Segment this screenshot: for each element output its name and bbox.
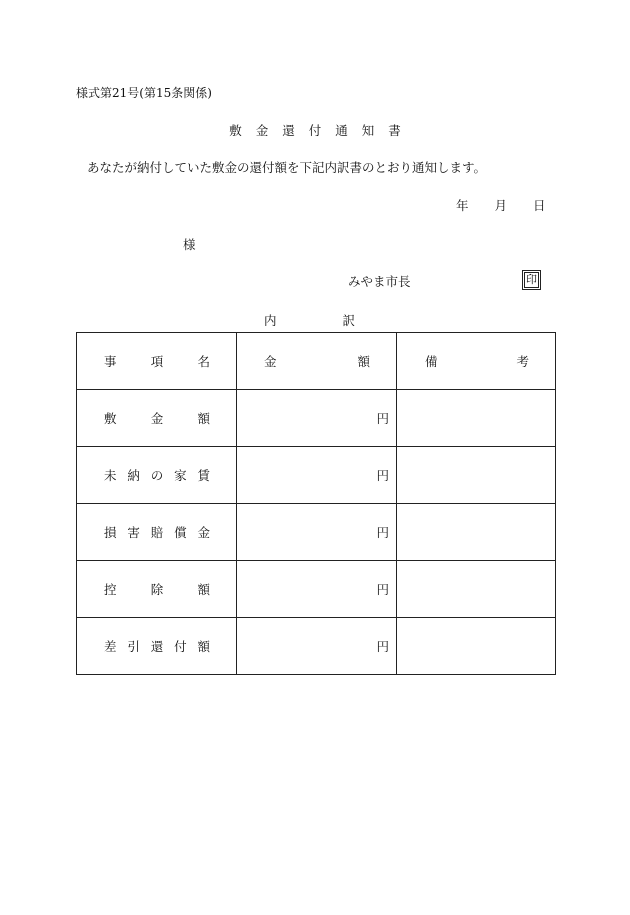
header-item-label <box>77 352 236 370</box>
row-remarks <box>397 618 556 675</box>
row-item-label <box>77 466 236 484</box>
row-amount: 円 <box>237 390 397 447</box>
label-char: 差 <box>104 639 117 654</box>
table-row <box>77 561 556 618</box>
label-char: 付 <box>308 123 322 138</box>
label-char: 賃 <box>197 468 210 483</box>
label-char: 金 <box>197 525 210 540</box>
label-char: 事 <box>104 354 117 369</box>
table-row <box>77 504 556 561</box>
label-char: 除 <box>150 582 164 597</box>
row-remarks <box>397 447 556 504</box>
label-char: 金 <box>264 354 277 369</box>
header-amount <box>237 333 397 390</box>
label-char: 還 <box>282 123 295 138</box>
seal-mark: 印 <box>526 273 537 286</box>
table-header-row <box>77 333 556 390</box>
row-amount: 円 <box>237 447 397 504</box>
label-char: 項 <box>150 354 164 369</box>
header-remarks-label <box>397 352 555 370</box>
date-year-label: 年 <box>456 198 469 213</box>
label-char: 敷 <box>229 123 242 138</box>
header-item <box>77 333 237 390</box>
table-row <box>77 390 556 447</box>
breakdown-title-char: 訳 <box>342 313 356 328</box>
document-title <box>0 121 630 139</box>
date-month-label: 月 <box>494 198 508 213</box>
row-remarks <box>397 390 556 447</box>
row-remarks <box>397 561 556 618</box>
breakdown-table <box>76 332 556 675</box>
breakdown-title-char: 内 <box>264 313 277 328</box>
form-number: 様式第21号(第15条関係) <box>76 86 212 100</box>
row-item-label <box>77 637 236 655</box>
row-item-label <box>77 580 236 598</box>
label-char: 納 <box>127 468 140 483</box>
label-char: 付 <box>174 639 187 654</box>
row-item-label <box>77 409 236 427</box>
header-amount-label <box>237 352 396 370</box>
label-char: 書 <box>388 123 401 138</box>
label-char: 損 <box>104 525 117 540</box>
label-char: 金 <box>255 123 269 138</box>
label-char: 引 <box>127 639 140 654</box>
label-char: 額 <box>197 639 210 654</box>
label-char: 害 <box>127 525 140 540</box>
label-char: 額 <box>197 411 210 426</box>
recipient-suffix: 様 <box>183 237 196 252</box>
label-char: 名 <box>197 354 210 369</box>
row-item <box>77 390 237 447</box>
row-item <box>77 504 237 561</box>
row-amount: 円 <box>237 504 397 561</box>
breakdown-title <box>264 311 355 329</box>
label-char: 額 <box>197 582 210 597</box>
label-char: の <box>150 468 164 483</box>
row-item-label <box>77 523 236 541</box>
label-char: 控 <box>104 582 117 597</box>
label-char: 金 <box>150 411 164 426</box>
row-amount: 円 <box>237 561 397 618</box>
intro-text: あなたが納付していた敷金の還付額を下記内訳書のとおり通知します。 <box>87 160 487 175</box>
label-char: 還 <box>150 639 164 654</box>
table-row <box>77 618 556 675</box>
label-char: 賠 <box>150 525 164 540</box>
row-item <box>77 618 237 675</box>
date-day-label: 日 <box>533 198 546 213</box>
label-char: 未 <box>104 468 117 483</box>
label-char: 敷 <box>104 411 117 426</box>
row-item <box>77 447 237 504</box>
date-line <box>456 196 546 214</box>
label-char: 額 <box>357 354 370 369</box>
label-char: 通 <box>335 123 348 138</box>
label-char: 償 <box>174 525 187 540</box>
row-remarks <box>397 504 556 561</box>
label-char: 知 <box>361 123 375 138</box>
row-amount: 円 <box>237 618 397 675</box>
label-char: 考 <box>516 354 529 369</box>
issuer-name: みやま市長 <box>348 274 411 289</box>
row-item <box>77 561 237 618</box>
header-remarks <box>397 333 556 390</box>
label-char: 家 <box>174 468 187 483</box>
label-char: 備 <box>425 354 438 369</box>
table-row <box>77 447 556 504</box>
